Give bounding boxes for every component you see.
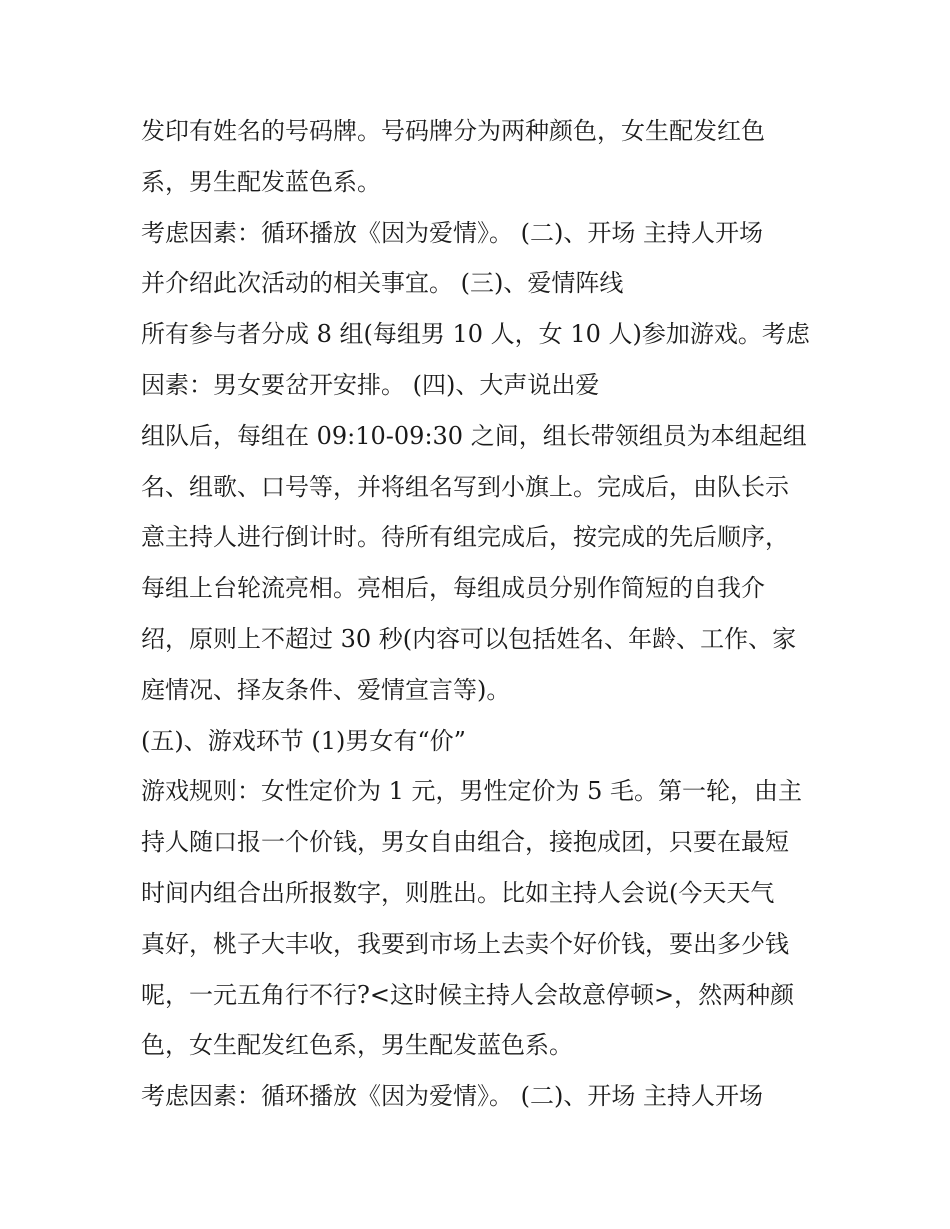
text-line: 意主持人进行倒计时。待所有组完成后，按完成的先后顺序， bbox=[141, 523, 789, 552]
text-line: 色，女生配发红色系，男生配发蓝色系。 bbox=[141, 1031, 573, 1060]
text-line: 发印有姓名的号码牌。号码牌分为两种颜色，女生配发红色 bbox=[141, 117, 765, 145]
text-line: 绍，原则上不超过 30 秒(内容可以包括姓名、年龄、工作、家 bbox=[141, 624, 797, 653]
text-line: 持人随口报一个价钱，男女自由组合，接抱成团，只要在最短 bbox=[141, 828, 789, 857]
text-line: 并介绍此次活动的相关事宜。 (三)、爱情阵线 bbox=[141, 269, 624, 298]
text-line: 时间内组合出所报数字，则胜出。比如主持人会说(今天天气 bbox=[141, 878, 775, 907]
text-line: 呢，一元五角行不行?<这时候主持人会故意停顿>，然两种颜 bbox=[141, 980, 795, 1009]
text-line: 每组上台轮流亮相。亮相后，每组成员分别作简短的自我介 bbox=[141, 574, 765, 603]
text-line: 系，男生配发蓝色系。 bbox=[141, 167, 381, 196]
text-line: 考虑因素：循环播放《因为爱情》。 (二)、开场 主持人开场 bbox=[141, 1082, 763, 1111]
document-body bbox=[141, 106, 821, 1122]
text-line: 庭情况、择友条件、爱情宣言等)。 bbox=[141, 675, 511, 704]
text-line: 真好，桃子大丰收，我要到市场上去卖个好价钱，要出多少钱 bbox=[141, 929, 789, 958]
text-line: 因素：男女要岔开安排。 (四)、大声说出爱 bbox=[141, 370, 600, 399]
text-line: 名、组歌、口号等，并将组名写到小旗上。完成后，由队长示 bbox=[141, 472, 789, 501]
text-line: (五)、游戏环节 (1)男女有“价” bbox=[141, 726, 466, 755]
text-line: 游戏规则：女性定价为 1 元，男性定价为 5 毛。第一轮，由主 bbox=[141, 777, 803, 806]
text-line: 考虑因素：循环播放《因为爱情》。 (二)、开场 主持人开场 bbox=[141, 218, 763, 247]
text-line: 所有参与者分成 8 组(每组男 10 人，女 10 人)参加游戏。考虑 bbox=[141, 320, 810, 349]
text-line: 组队后，每组在 09:10-09:30 之间，组长带领组员为本组起组 bbox=[141, 421, 807, 450]
